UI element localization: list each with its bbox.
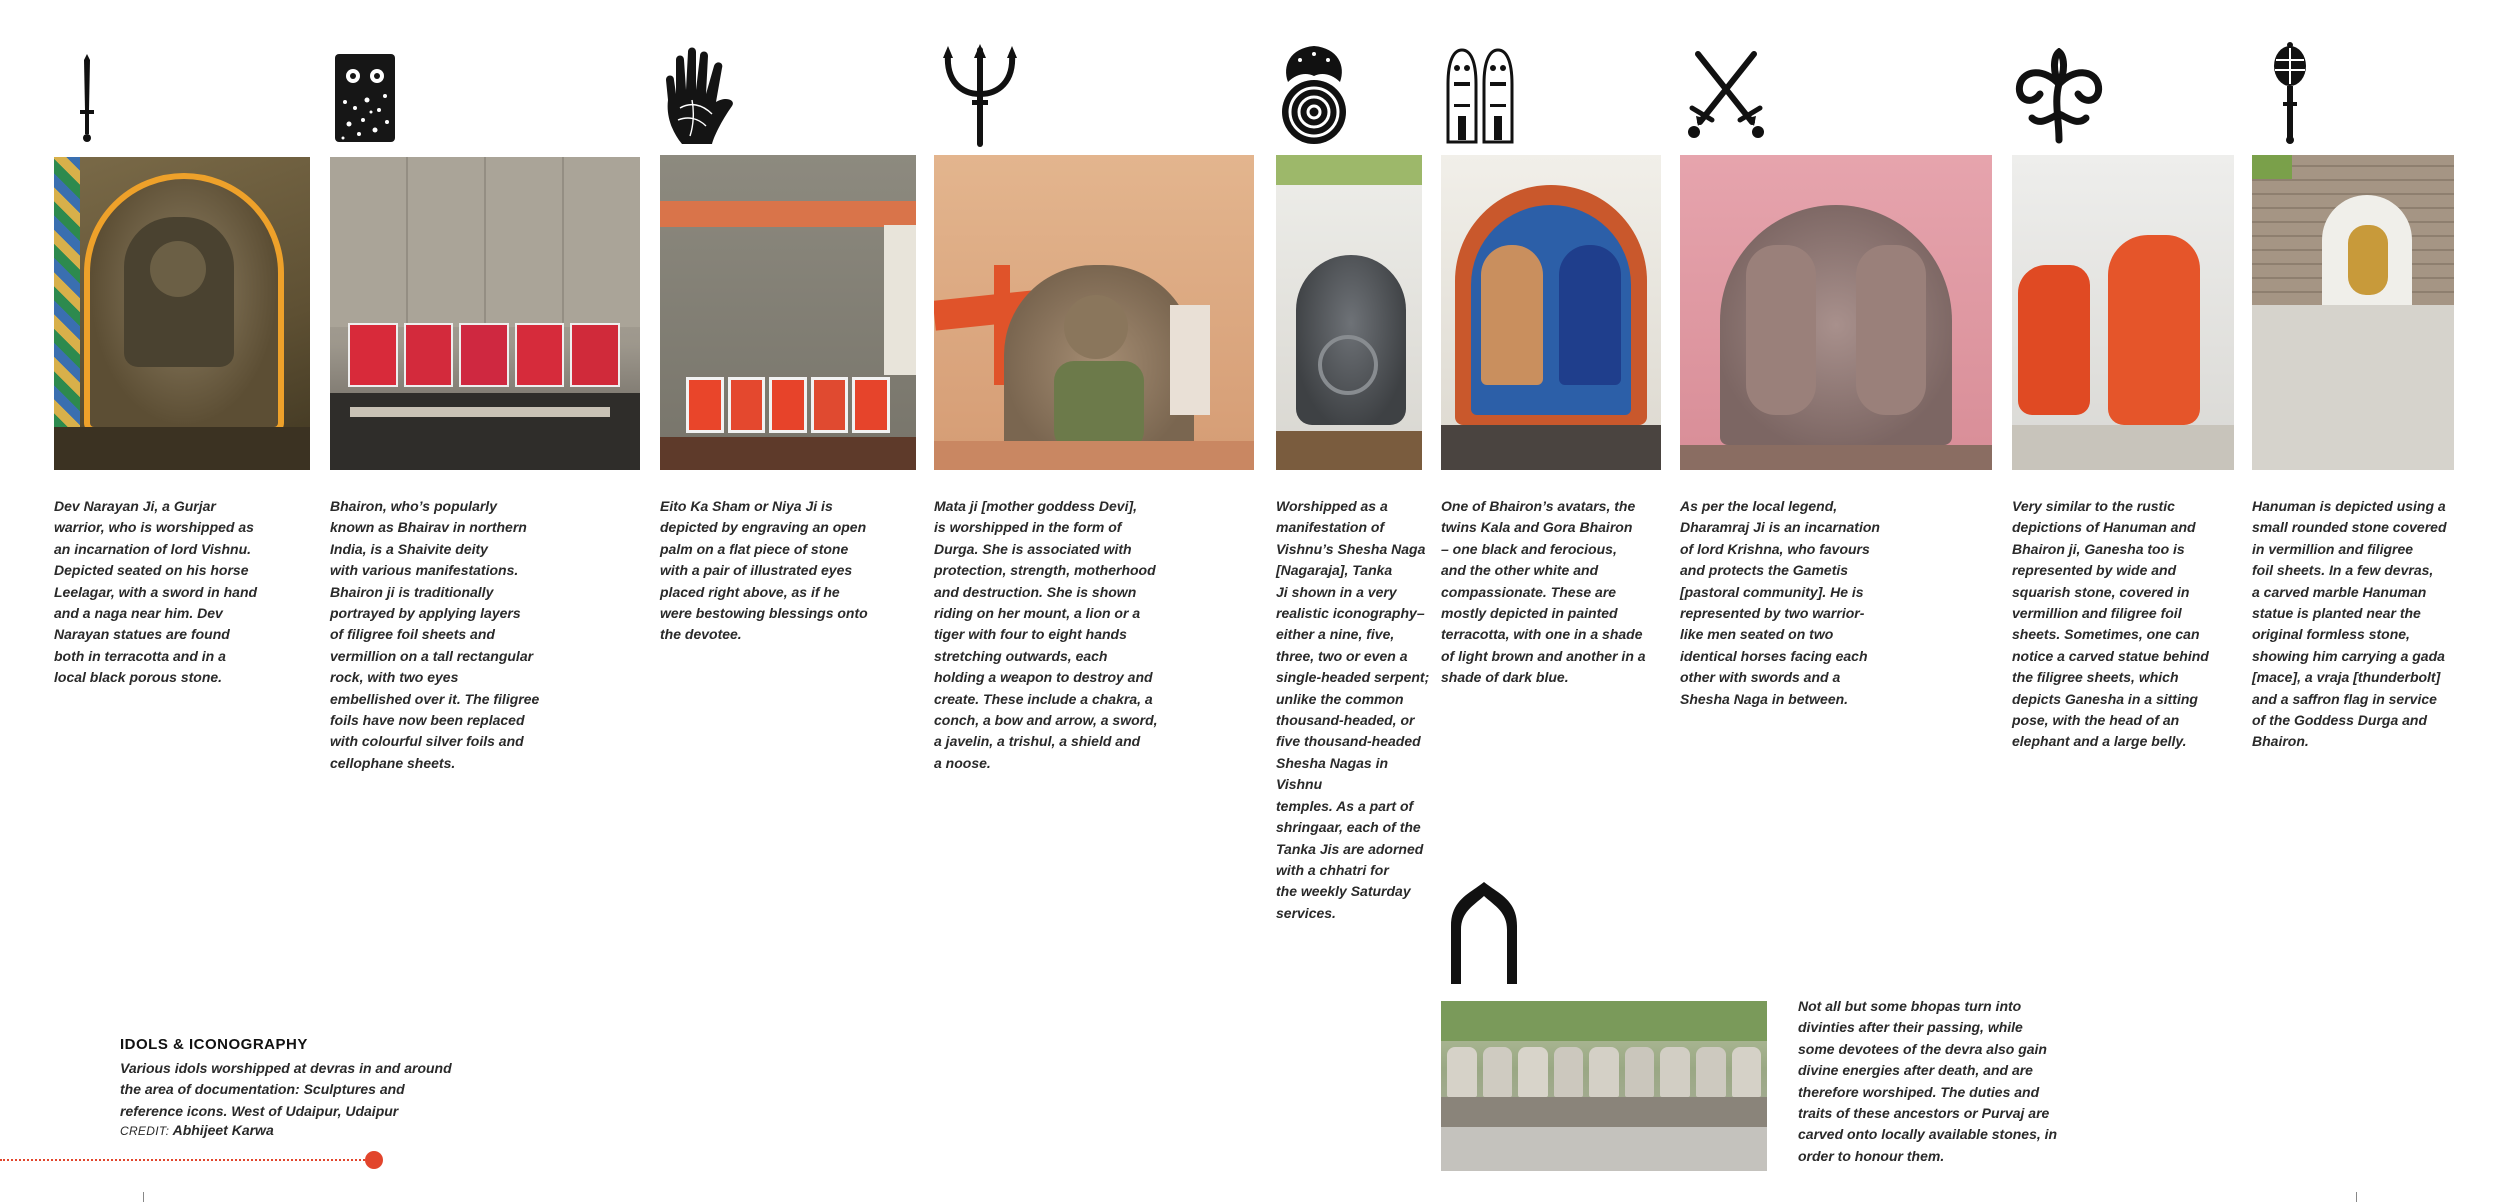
mata-ji-photo (934, 155, 1254, 470)
page-tick-right (2356, 1192, 2357, 1202)
caption-ganesha: Very similar to the rustic depictions of Hanuman and Bhairon ji, Ganesha too is represented by wide and squarish stone, covered in vermillion and filigree foil sheets. Sometimes, one can notice a carved statue behind the filigree sheets, which depicts Ganesha in a sitting pose, with the head of an elephant and a large belly. (2012, 498, 2209, 750)
hanuman-shrine-photo (2252, 155, 2454, 470)
kala-gora-bhairon-photo (1441, 155, 1661, 470)
crossed-swords-icon (1686, 46, 1766, 142)
caption-bhairon: Bhairon, who’s popularly known as Bhairav in northern India, is a Shaivite deity with various manifestations. Bhairon ji is traditionally portrayed by applying layers of filigree foil sheets and vermillion on a tall rectangular rock, with two eyes embellished over it. The filigree foils have now been replaced with colourful silver foils and cellophane sheets. (330, 498, 540, 771)
dharamraj-ji-photo (1680, 155, 1992, 470)
shesha-naga-icon (2010, 48, 2108, 144)
open-palm-icon (662, 44, 738, 148)
credit-name: Abhijeet Karwa (172, 1122, 274, 1138)
eito-ka-sham-photo (660, 155, 916, 470)
caption-tanka-ji: Worshipped as a manifestation of Vishnu’s Shesha Naga [Nagaraja], Tanka Ji shown in a very realistic iconography– either a nine, five, three, two or even a single-headed serpent; unlike the common thousand-headed, or five thousand-headed Shesha Nagas in Vishnu temples. As a part of shringaar, each of the Tanka Jis are adorned with a chhatri for the weekly Saturday services. (1276, 498, 1430, 921)
credit-label: CREDIT: (120, 1124, 170, 1138)
trishul-icon (940, 44, 1020, 148)
sword-icon (72, 50, 102, 146)
accent-dot (365, 1151, 383, 1169)
caption-dharamraj-ji: As per the local legend, Dharamraj Ji is an incarnation of lord Krishna, who favours and protects the Gametis [pastoral community]. He is represented by two warrior- like men seated on two identical horses facing each other with swords and a Shesha Naga in between. (1680, 498, 1880, 707)
ancestor-stones-photo (1441, 1001, 1767, 1171)
caption-hanuman: Hanuman is depicted using a small rounded stone covered in vermillion and filigree foil sheets. In a few devras, a carved marble Hanuman statue is planted near the original formless stone, showing him carrying a gada [mace], a vraja [thunderbolt] and a saffron flag in service of the Goddess Durga and Bhairon. (2252, 498, 2447, 750)
caption-eito-ka-sham: Eito Ka Sham or Niya Ji is depicted by engraving an open palm on a flat piece of stone with a pair of illustrated eyes placed right above, as if he were bestowing blessings onto the devotee. (660, 498, 868, 643)
arch-niche-icon (1447, 880, 1521, 986)
bhairon-block-icon (333, 50, 397, 146)
gada-mace-icon (2270, 42, 2310, 146)
caption-kala-gora-bhairon: One of Bhairon’s avatars, the twins Kala and Gora Bhairon – one black and ferocious, and the other white and compassionate. These are mostly depicted in painted terracotta, with one in a shade of light brown and another in a shade of dark blue. (1441, 498, 1646, 686)
dotted-rule (0, 1159, 368, 1161)
section-description: Various idols worshipped at devras in and around the area of documentation: Sculptures and reference icons. West of Udaipur, Udaipur (120, 1060, 452, 1119)
dev-narayan-photo (54, 157, 310, 470)
serpent-coil-icon (1276, 42, 1352, 150)
ganesha-stones-photo (2012, 155, 2234, 470)
caption-ancestors: Not all but some bhopas turn into divinties after their passing, while some devotees of the devra also gain divine energies after death, and are therefore worshiped. The duties and traits of these ancestors or Purvaj are carved onto locally available stones, in order to honour them. (1798, 998, 2058, 1164)
photo-credit (120, 1122, 274, 1138)
bhairon-shrine-photo (330, 157, 640, 470)
twin-figures-icon (1440, 44, 1520, 148)
caption-mata-ji: Mata ji [mother goddess Devi], is worshipped in the form of Durga. She is associated with protection, strength, motherhood and destruction. She is shown riding on her mount, a lion or a tiger with four to eight hands stretching outwards, each holding a weapon to destroy and create. These include a chakra, a conch, a bow and arrow, a sword, a javelin, a trishul, a shield and a noose. (934, 498, 1158, 771)
page-tick-left (143, 1192, 144, 1202)
caption-dev-narayan: Dev Narayan Ji, a Gurjar warrior, who is worshipped as an incarnation of lord Vishnu. Depicted seated on his horse Leelagar, with a sword in hand and a naga near him. Dev Narayan statues are found both in terracotta and in a local black porous stone. (54, 498, 258, 686)
section-title: IDOLS & ICONOGRAPHY (120, 1036, 308, 1053)
tanka-ji-photo (1276, 155, 1422, 470)
